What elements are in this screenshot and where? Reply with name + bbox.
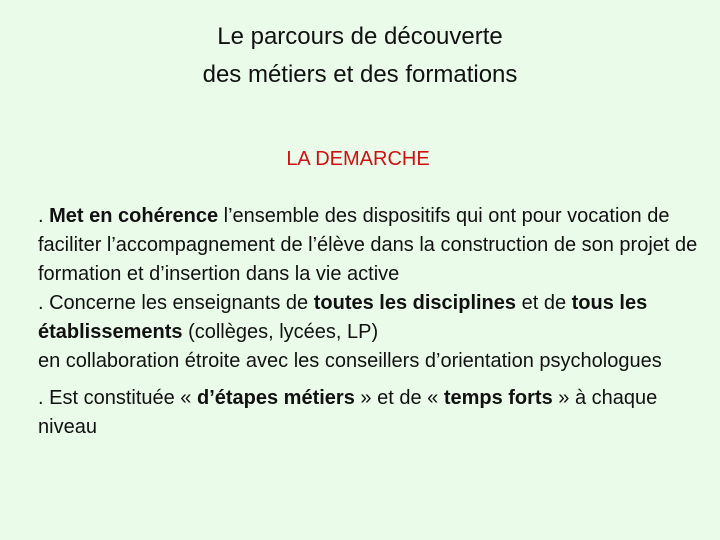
body-text: [38, 202, 698, 442]
p1-bold: Met en cohérence: [49, 205, 219, 227]
p3-bold-2: temps forts: [443, 387, 553, 409]
paragraph-2-continuation: en collaboration étroite avec les conseillers d’orientation psychologues: [38, 350, 662, 372]
paragraph-3: [38, 384, 698, 442]
section-heading: LA DEMARCHE: [286, 148, 430, 170]
paragraph-1: [38, 202, 698, 289]
title-line-1: Le parcours de découverte: [217, 23, 503, 50]
p2-text-2: (collèges, lycées, LP): [182, 321, 379, 343]
p1-text: l’ensemble des dispositifs qui ont pour vocation de faciliter l’accompagnement de l’élève dans la construction de son projet de formation et d’insertion dans la vie active: [38, 205, 698, 285]
p3-bold-1: d’étapes métiers: [196, 387, 355, 409]
p2-bold-2: tous les établissements: [38, 292, 648, 343]
p2-text-1: et de: [516, 292, 572, 314]
p3-text-2: » à chaque niveau: [38, 387, 658, 438]
slide-title: [0, 18, 720, 94]
title-line-2: des métiers et des formations: [202, 61, 518, 88]
p3-text-1: » et de «: [354, 387, 444, 409]
p3-prefix: . Est constituée «: [38, 387, 197, 409]
paragraph-2: [38, 289, 698, 347]
p1-prefix: .: [38, 205, 50, 227]
p2-prefix: . Concerne les enseignants de: [38, 292, 314, 314]
p2-bold-1: toutes les disciplines: [313, 292, 517, 314]
